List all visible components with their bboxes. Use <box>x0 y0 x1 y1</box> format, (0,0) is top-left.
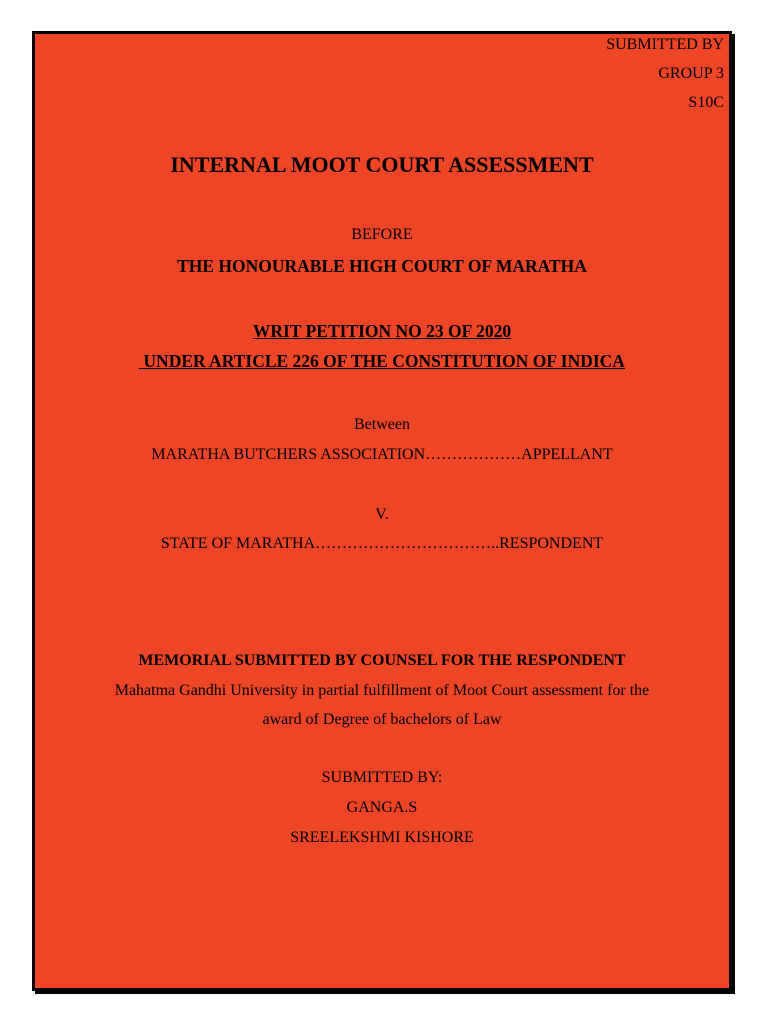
before-label: BEFORE <box>351 226 413 243</box>
submitter-name: SREELEKSHMI KISHORE <box>290 829 474 846</box>
memorial-line-2: award of Degree of bachelors of Law <box>262 711 502 728</box>
petition-number <box>35 321 729 342</box>
between-label: Between <box>354 416 410 433</box>
versus-label: V. <box>375 506 389 523</box>
court-name: THE HONOURABLE HIGH COURT OF MARATHA <box>177 256 587 276</box>
appellant-line: MARATHA BUTCHERS ASSOCIATION………………APPELLANT <box>151 446 613 463</box>
submitted-by-header: SUBMITTED BY <box>606 36 724 53</box>
petition-article-text: UNDER ARTICLE 226 OF THE CONSTITUTION OF INDICA <box>139 351 625 371</box>
group-label: GROUP 3 <box>658 65 724 82</box>
section-label: S10C <box>688 94 724 111</box>
respondent-line: STATE OF MARATHA……………………………..RESPONDENT <box>160 535 604 552</box>
submitter-name: GANGA.S <box>346 799 418 816</box>
petition-number-text: WRIT PETITION NO 23 OF 2020 <box>252 321 512 341</box>
cover-page <box>32 31 732 991</box>
submitted-by-label: SUBMITTED BY: <box>321 769 443 786</box>
memorial-heading: MEMORIAL SUBMITTED BY COUNSEL FOR THE RESPONDENT <box>138 652 626 669</box>
document-title: INTERNAL MOOT COURT ASSESSMENT <box>170 152 594 177</box>
petition-article <box>35 351 729 372</box>
memorial-line-1: Mahatma Gandhi University in partial fulfillment of Moot Court assessment for the <box>114 682 650 699</box>
